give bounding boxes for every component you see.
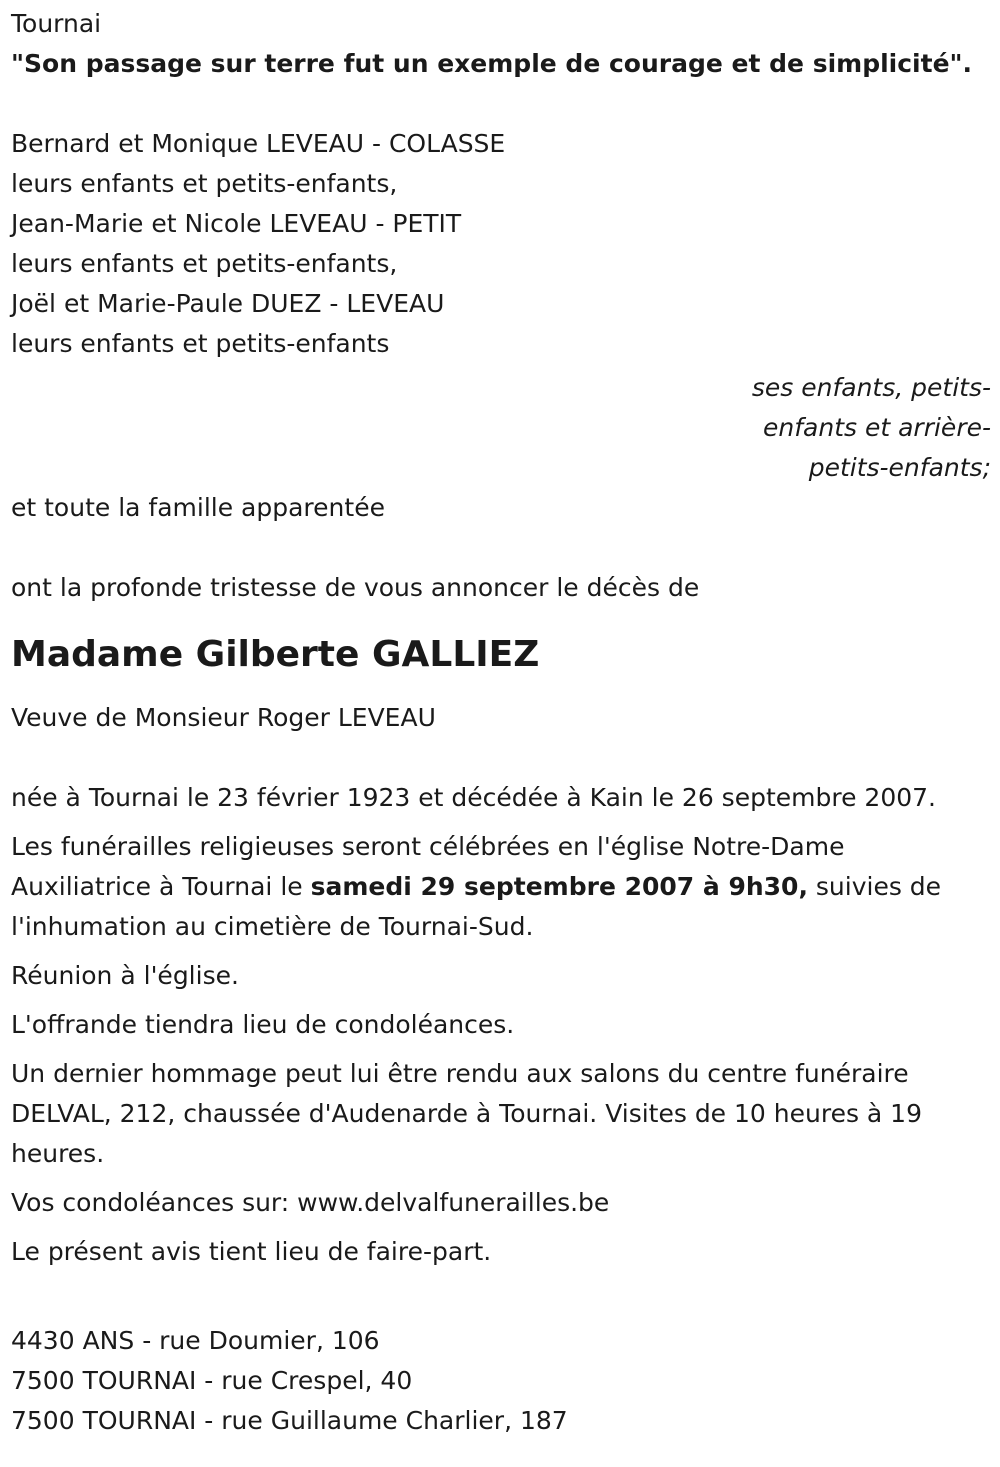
- family-side-note: [11, 368, 991, 488]
- side-note-line: enfants et arrière-: [763, 413, 991, 442]
- birth-death-dates: née à Tournai le 23 février 1923 et décédée à Kain le 26 septembre 2007.: [11, 783, 936, 812]
- family-line: Bernard et Monique LEVEAU - COLASSE: [11, 129, 506, 158]
- family-line: leurs enfants et petits-enfants,: [11, 169, 398, 198]
- note-final-tribute: Un dernier hommage peut lui être rendu aux salons du centre funéraire DELVAL, 212, chaussée d'Audenarde à Tournai. Visites de 10 heures à 19 heures.: [11, 1059, 922, 1168]
- address-line: 4430 ANS - rue Doumier, 106: [11, 1326, 380, 1355]
- address-line: 7500 TOURNAI - rue Crespel, 40: [11, 1366, 413, 1395]
- note-announcement: Le présent avis tient lieu de faire-part.: [11, 1237, 492, 1266]
- city-heading: Tournai: [11, 9, 102, 38]
- funeral-date: samedi 29 septembre 2007 à 9h30,: [310, 872, 808, 901]
- spacer: [11, 680, 991, 698]
- spacer: [11, 1272, 991, 1312]
- note-meeting: Réunion à l'église.: [11, 961, 239, 990]
- note-offering: L'offrande tiendra lieu de condoléances.: [11, 1010, 515, 1039]
- family-line: leurs enfants et petits-enfants: [11, 329, 390, 358]
- spacer: [11, 84, 991, 124]
- side-note-line: ses enfants, petits-: [751, 373, 991, 402]
- family-list: [11, 124, 991, 364]
- funeral-text-part2: suivies de l'inhumation au cimetière de Tournai-Sud.: [11, 872, 942, 941]
- family-line: Joël et Marie-Paule DUEZ - LEVEAU: [11, 289, 445, 318]
- address-list: [11, 1321, 991, 1441]
- spacer: [11, 738, 991, 778]
- announcement-text: ont la profonde tristesse de vous annoncer le décès de: [11, 573, 700, 602]
- extended-family-line: et toute la famille apparentée: [11, 493, 385, 522]
- note-condolences: Vos condoléances sur: www.delvalfunerailles.be: [11, 1188, 610, 1217]
- spacer: [11, 528, 991, 568]
- obituary-notice: [11, 4, 991, 1441]
- epitaph-quote: "Son passage sur terre fut un exemple de courage et de simplicité".: [11, 49, 973, 78]
- funeral-details: [11, 827, 991, 947]
- funeral-text-part1: Les funérailles religieuses seront célébrées en l'église Notre-Dame Auxiliatrice à Tournai le: [11, 832, 845, 901]
- family-line: Jean-Marie et Nicole LEVEAU - PETIT: [11, 209, 462, 238]
- family-line: leurs enfants et petits-enfants,: [11, 249, 398, 278]
- side-note-line: petits-enfants;: [808, 453, 991, 482]
- deceased-name: Madame Gilberte GALLIEZ: [11, 634, 540, 675]
- address-line: 7500 TOURNAI - rue Guillaume Charlier, 187: [11, 1406, 568, 1435]
- widow-of-text: Veuve de Monsieur Roger LEVEAU: [11, 703, 436, 732]
